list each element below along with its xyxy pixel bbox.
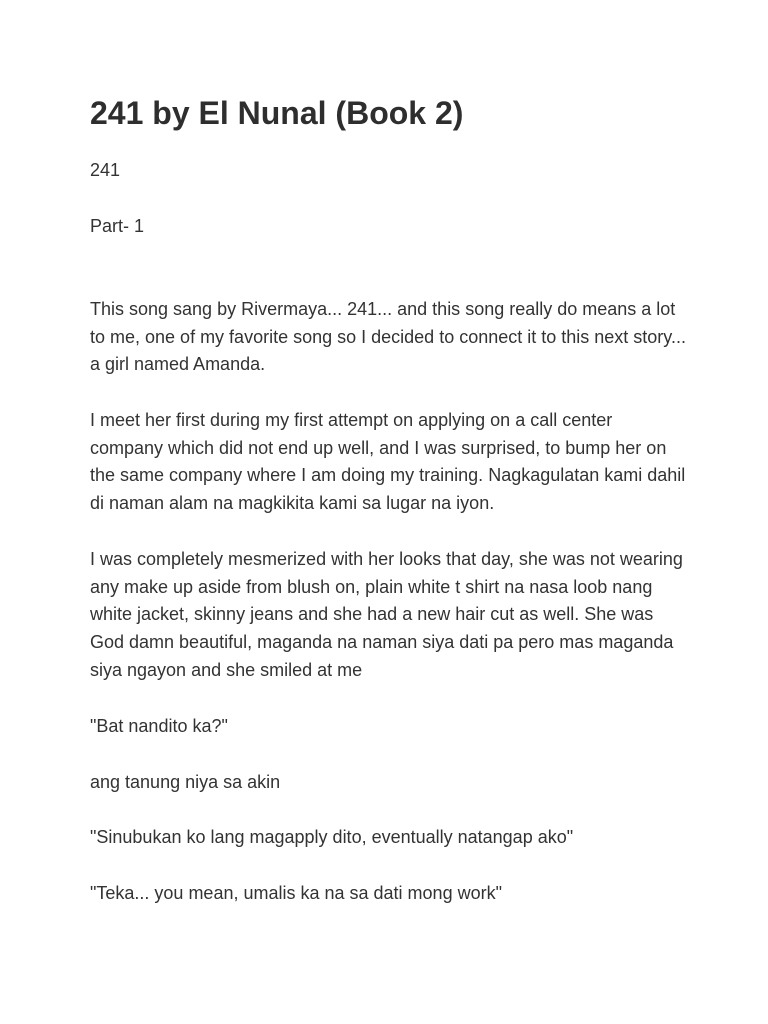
paragraph-narration: ang tanung niya sa akin [90, 772, 281, 792]
paragraph-part: Part- 1 [90, 216, 145, 236]
paragraph-dialogue-3: "Teka... you mean, umalis ka na sa dati mong work" [90, 883, 502, 903]
paragraph-dialogue-2: "Sinubukan ko lang magapply dito, eventually natangap ako" [90, 827, 574, 847]
paragraph-description: I was completely mesmerized with her looks that day, she was not wearing any make up aside from blush on, plain white t shirt na nasa loob nang white jacket, skinny jeans and she had a new hair cut as well. She was God damn beautiful, maganda na naman siya dati pa pero mas maganda siya ngayon and she smiled at me [90, 549, 683, 680]
paragraph-dialogue-1: "Bat nandito ka?" [90, 716, 228, 736]
paragraph-first-meeting: I meet her first during my first attempt on applying on a call center company which did not end up well, and I was surprised, to bump her on the same company where I am doing my training. Nagkagulatan kami dahil di naman alam na magkikita kami sa lugar na iyon. [90, 410, 686, 514]
paragraph-number: 241 [90, 160, 121, 180]
paragraph-intro: This song sang by Rivermaya... 241... and this song really do means a lot to me, one of my favorite song so I decided to connect it to this next story... a girl named Amanda. [90, 299, 686, 375]
document-title: 241 by El Nunal (Book 2) [90, 95, 464, 131]
